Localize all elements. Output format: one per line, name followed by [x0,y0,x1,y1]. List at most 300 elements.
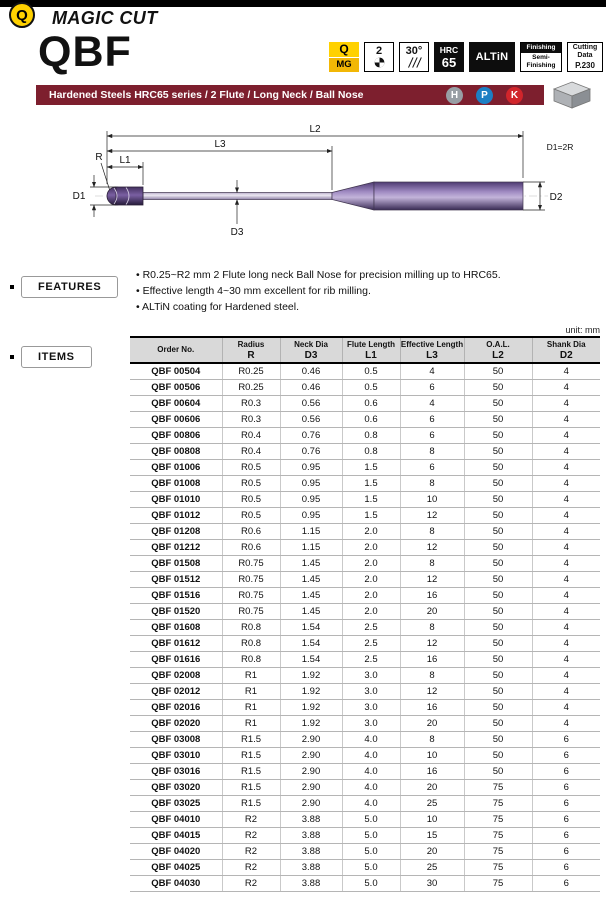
col-shank-dia: Shank Dia D2 [532,337,600,363]
iso-code-circle [506,87,523,104]
spec-badges [329,42,603,72]
cell-effective-length: 10 [400,491,464,507]
cell-oal: 50 [464,395,532,411]
cell-flute-length: 1.5 [342,459,400,475]
cell-shank-dia: 4 [532,699,600,715]
cell-shank-dia: 6 [532,779,600,795]
cell-oal: 50 [464,555,532,571]
table-row [130,635,600,651]
iso-material-codes [446,87,523,104]
badge-coating [469,42,515,72]
cell-flute-length: 2.0 [342,571,400,587]
table-row [130,651,600,667]
cell-oal: 50 [464,699,532,715]
cell-neck-dia: 0.46 [280,363,342,379]
cell-oal: 50 [464,491,532,507]
table-header-row [130,337,600,363]
cell-oal: 50 [464,427,532,443]
cell-shank-dia: 4 [532,459,600,475]
cell-radius: R1 [222,715,280,731]
tool-diagram [0,112,606,264]
cell-effective-length: 20 [400,603,464,619]
cell-flute-length: 3.0 [342,715,400,731]
cell-order-no: QBF 01612 [130,635,222,651]
cell-neck-dia: 0.56 [280,395,342,411]
cell-oal: 50 [464,443,532,459]
iso-code-circle [446,87,463,104]
cell-radius: R1.5 [222,731,280,747]
cell-flute-length: 4.0 [342,747,400,763]
cell-neck-dia: 1.92 [280,667,342,683]
cell-oal: 75 [464,843,532,859]
cell-neck-dia: 0.76 [280,443,342,459]
series-bar-label: Hardened Steels HRC65 series / 2 Flute / Long Neck / Ball Nose [49,89,364,101]
cell-effective-length: 12 [400,635,464,651]
cell-oal: 75 [464,875,532,891]
dim-label-l2: L2 [309,124,321,135]
cell-oal: 50 [464,475,532,491]
dim-label-r: R [95,152,103,163]
cell-neck-dia: 0.95 [280,475,342,491]
cell-shank-dia: 4 [532,443,600,459]
cell-shank-dia: 6 [532,827,600,843]
finishing-bottom-line2: Finishing [526,62,556,69]
cell-order-no: QBF 01208 [130,523,222,539]
iso-code-letter: K [510,90,519,101]
cell-order-no: QBF 02020 [130,715,222,731]
cell-radius: R2 [222,843,280,859]
cell-neck-dia: 0.76 [280,427,342,443]
cell-radius: R0.5 [222,459,280,475]
cell-shank-dia: 4 [532,555,600,571]
cell-radius: R0.75 [222,587,280,603]
col-effective-length: Effective Length L3 [400,337,464,363]
cell-neck-dia: 1.54 [280,619,342,635]
cell-radius: R0.8 [222,635,280,651]
cell-neck-dia: 3.88 [280,843,342,859]
table-row [130,379,600,395]
table-row [130,683,600,699]
cell-flute-length: 0.5 [342,363,400,379]
cell-order-no: QBF 04015 [130,827,222,843]
cell-radius: R1.5 [222,747,280,763]
table-row [130,459,600,475]
cell-effective-length: 8 [400,731,464,747]
cell-shank-dia: 6 [532,843,600,859]
items-title: ITEMS [21,346,92,368]
cell-order-no: QBF 01012 [130,507,222,523]
cell-neck-dia: 0.95 [280,507,342,523]
cell-flute-length: 2.5 [342,635,400,651]
cell-radius: R0.8 [222,619,280,635]
cell-oal: 50 [464,747,532,763]
cell-radius: R0.6 [222,523,280,539]
cell-shank-dia: 4 [532,395,600,411]
table-row [130,731,600,747]
cell-oal: 50 [464,619,532,635]
feature-text: ALTiN coating for Hardened steel. [142,301,300,313]
badge-hardness [434,42,464,72]
cell-flute-length: 2.0 [342,539,400,555]
cell-order-no: QBF 03016 [130,763,222,779]
cell-effective-length: 20 [400,779,464,795]
cell-radius: R1.5 [222,795,280,811]
cell-flute-length: 5.0 [342,843,400,859]
cell-neck-dia: 2.90 [280,731,342,747]
cell-order-no: QBF 00504 [130,363,222,379]
finishing-top: Finishing [521,43,561,53]
cell-radius: R0.75 [222,571,280,587]
cell-shank-dia: 4 [532,587,600,603]
cell-neck-dia: 2.90 [280,763,342,779]
cell-order-no: QBF 03025 [130,795,222,811]
cell-flute-length: 4.0 [342,731,400,747]
cell-oal: 50 [464,379,532,395]
table-row [130,491,600,507]
cell-oal: 50 [464,411,532,427]
badge-helix-angle [399,42,429,72]
cell-shank-dia: 4 [532,539,600,555]
cell-flute-length: 0.6 [342,411,400,427]
badge-finishing [520,42,562,72]
cell-neck-dia: 3.88 [280,859,342,875]
table-row [130,699,600,715]
cell-neck-dia: 1.45 [280,571,342,587]
hardness-scale: HRC [439,45,459,55]
cell-flute-length: 0.5 [342,379,400,395]
cell-effective-length: 4 [400,363,464,379]
cell-shank-dia: 4 [532,603,600,619]
iso-code-letter: H [450,90,459,101]
dim-label-d3: D3 [230,227,244,238]
cell-flute-length: 2.0 [342,603,400,619]
cell-shank-dia: 4 [532,683,600,699]
cell-effective-length: 8 [400,667,464,683]
cell-radius: R2 [222,827,280,843]
cell-order-no: QBF 04010 [130,811,222,827]
cell-order-no: QBF 00806 [130,427,222,443]
cell-oal: 50 [464,667,532,683]
cell-order-no: QBF 01616 [130,651,222,667]
cell-shank-dia: 4 [532,635,600,651]
cell-neck-dia: 0.95 [280,459,342,475]
cell-order-no: QBF 01006 [130,459,222,475]
cell-oal: 50 [464,635,532,651]
cell-flute-length: 2.0 [342,555,400,571]
cell-order-no: QBF 01520 [130,603,222,619]
cell-radius: R0.25 [222,379,280,395]
finishing-bottom [521,53,561,71]
table-row [130,395,600,411]
cell-radius: R0.3 [222,395,280,411]
brand-title: MAGIC CUT [52,8,158,28]
cell-flute-length: 2.5 [342,619,400,635]
table-row [130,555,600,571]
table-row [130,539,600,555]
cell-radius: R1.5 [222,763,280,779]
cell-order-no: QBF 01008 [130,475,222,491]
feature-item [136,283,598,299]
cell-effective-length: 12 [400,507,464,523]
dim-label-d2: D2 [549,192,563,203]
cell-shank-dia: 4 [532,475,600,491]
cell-oal: 50 [464,507,532,523]
cell-effective-length: 12 [400,683,464,699]
cell-effective-length: 15 [400,827,464,843]
cell-flute-length: 3.0 [342,683,400,699]
table-row [130,363,600,379]
cell-neck-dia: 3.88 [280,827,342,843]
items-table [130,336,600,892]
steel-block-icon [552,81,592,109]
cell-radius: R0.5 [222,475,280,491]
cell-neck-dia: 1.15 [280,523,342,539]
cell-shank-dia: 4 [532,619,600,635]
iso-code-letter: P [481,90,488,101]
tool-drawing [107,182,523,210]
cell-effective-length: 6 [400,427,464,443]
cell-effective-length: 10 [400,811,464,827]
col-flute-length: Flute Length L1 [342,337,400,363]
cell-radius: R0.3 [222,411,280,427]
cell-oal: 50 [464,587,532,603]
cell-order-no: QBF 00506 [130,379,222,395]
cell-effective-length: 12 [400,571,464,587]
cell-radius: R0.8 [222,651,280,667]
table-row [130,795,600,811]
cell-flute-length: 3.0 [342,699,400,715]
table-row [130,747,600,763]
cell-neck-dia: 2.90 [280,779,342,795]
cell-shank-dia: 6 [532,859,600,875]
table-row [130,427,600,443]
cell-effective-length: 16 [400,699,464,715]
table-row [130,523,600,539]
cell-radius: R2 [222,875,280,891]
cell-flute-length: 1.5 [342,475,400,491]
cutting-data-line2: Data [577,52,593,59]
iso-code-circle [476,87,493,104]
cell-oal: 50 [464,571,532,587]
cell-neck-dia: 1.54 [280,651,342,667]
cell-radius: R1 [222,667,280,683]
cell-radius: R0.5 [222,491,280,507]
badge-material-group [329,42,359,72]
cell-neck-dia: 0.56 [280,411,342,427]
cell-oal: 75 [464,827,532,843]
cell-shank-dia: 6 [532,795,600,811]
cell-radius: R2 [222,811,280,827]
table-row [130,507,600,523]
cell-oal: 50 [464,731,532,747]
cell-neck-dia: 3.88 [280,875,342,891]
cell-effective-length: 8 [400,523,464,539]
badge-material-bottom: MG [329,58,359,73]
table-row [130,603,600,619]
cell-oal: 50 [464,363,532,379]
cell-shank-dia: 4 [532,523,600,539]
brand-logo [9,2,35,28]
features-section-label [10,276,118,298]
cell-flute-length: 4.0 [342,795,400,811]
feature-text: Effective length 4~30 mm excellent for rib milling. [142,285,371,297]
cell-oal: 75 [464,811,532,827]
features-title: FEATURES [21,276,118,298]
cell-neck-dia: 3.88 [280,811,342,827]
badge-flute-count [364,42,394,72]
dimension-labels [73,124,574,238]
cell-order-no: QBF 00808 [130,443,222,459]
cell-oal: 50 [464,603,532,619]
table-row [130,411,600,427]
cell-order-no: QBF 02008 [130,667,222,683]
table-row [130,827,600,843]
cell-order-no: QBF 01608 [130,619,222,635]
cell-oal: 50 [464,523,532,539]
coating-name: ALTiN [475,51,509,63]
cell-oal: 50 [464,539,532,555]
cell-radius: R0.5 [222,507,280,523]
cell-radius: R0.4 [222,443,280,459]
cell-order-no: QBF 03010 [130,747,222,763]
cell-neck-dia: 2.90 [280,795,342,811]
col-radius: Radius R [222,337,280,363]
table-row [130,859,600,875]
cell-effective-length: 6 [400,411,464,427]
cell-radius: R0.75 [222,555,280,571]
cell-neck-dia: 1.15 [280,539,342,555]
cell-neck-dia: 1.92 [280,715,342,731]
table-row [130,619,600,635]
table-row [130,443,600,459]
cell-neck-dia: 0.95 [280,491,342,507]
cell-order-no: QBF 01010 [130,491,222,507]
cell-order-no: QBF 01512 [130,571,222,587]
cell-flute-length: 4.0 [342,763,400,779]
dim-label-l1: L1 [119,155,131,166]
cell-shank-dia: 4 [532,571,600,587]
cell-order-no: QBF 02012 [130,683,222,699]
cell-effective-length: 20 [400,715,464,731]
cell-flute-length: 1.5 [342,491,400,507]
flute-cross-section-icon [373,57,386,68]
cell-effective-length: 6 [400,379,464,395]
flute-count-value: 2 [375,45,383,57]
dim-label-l3: L3 [214,139,226,150]
cell-radius: R1.5 [222,779,280,795]
cell-oal: 50 [464,715,532,731]
cell-radius: R1 [222,683,280,699]
table-row [130,475,600,491]
items-section-label [10,346,92,368]
cell-oal: 50 [464,651,532,667]
cell-radius: R0.4 [222,427,280,443]
feature-item [136,299,598,315]
cell-order-no: QBF 03020 [130,779,222,795]
table-row [130,587,600,603]
helix-angle-value: 30° [405,45,423,57]
hardness-value: 65 [441,55,457,70]
cell-shank-dia: 6 [532,731,600,747]
cell-neck-dia: 0.46 [280,379,342,395]
col-order-no: Order No. [130,337,222,363]
dim-note-d1-2r: D1=2R [546,142,574,152]
cell-effective-length: 4 [400,395,464,411]
bullet-dot [10,355,14,359]
cell-order-no: QBF 01516 [130,587,222,603]
cell-oal: 75 [464,779,532,795]
cell-effective-length: 16 [400,763,464,779]
cell-effective-length: 20 [400,843,464,859]
cell-radius: R1 [222,699,280,715]
table-row [130,715,600,731]
cell-flute-length: 0.8 [342,427,400,443]
cell-order-no: QBF 01212 [130,539,222,555]
cell-effective-length: 8 [400,443,464,459]
cell-effective-length: 25 [400,859,464,875]
cell-flute-length: 2.0 [342,523,400,539]
cell-oal: 75 [464,795,532,811]
cell-effective-length: 8 [400,475,464,491]
cell-radius: R2 [222,859,280,875]
unit-note: unit: mm [565,325,600,335]
cell-shank-dia: 4 [532,651,600,667]
features-list [136,267,598,315]
cell-order-no: QBF 00606 [130,411,222,427]
cell-shank-dia: 4 [532,491,600,507]
cell-effective-length: 30 [400,875,464,891]
helix-angle-icon [406,57,422,68]
cell-neck-dia: 1.92 [280,699,342,715]
cell-order-no: QBF 04020 [130,843,222,859]
cell-radius: R0.75 [222,603,280,619]
cell-order-no: QBF 04025 [130,859,222,875]
cell-shank-dia: 4 [532,379,600,395]
cell-flute-length: 0.6 [342,395,400,411]
cell-shank-dia: 4 [532,667,600,683]
table-row [130,779,600,795]
cell-neck-dia: 1.92 [280,683,342,699]
cutting-data-page-ref: P.230 [575,60,595,70]
table-row [130,875,600,891]
bullet-dot [10,285,14,289]
cell-shank-dia: 6 [532,747,600,763]
cell-order-no: QBF 04030 [130,875,222,891]
cell-shank-dia: 6 [532,811,600,827]
table-row [130,763,600,779]
cell-effective-length: 10 [400,747,464,763]
cell-effective-length: 8 [400,555,464,571]
cell-neck-dia: 1.54 [280,635,342,651]
cell-effective-length: 12 [400,539,464,555]
cell-shank-dia: 4 [532,715,600,731]
cell-effective-length: 25 [400,795,464,811]
cell-effective-length: 16 [400,651,464,667]
cell-order-no: QBF 02016 [130,699,222,715]
col-oal: O.A.L. L2 [464,337,532,363]
top-black-bar [0,0,606,7]
cell-flute-length: 4.0 [342,779,400,795]
cell-flute-length: 5.0 [342,827,400,843]
cell-shank-dia: 4 [532,363,600,379]
cell-neck-dia: 2.90 [280,747,342,763]
cell-flute-length: 0.8 [342,443,400,459]
cell-shank-dia: 4 [532,507,600,523]
table-row [130,667,600,683]
cell-radius: R0.6 [222,539,280,555]
cell-shank-dia: 6 [532,875,600,891]
cell-neck-dia: 1.45 [280,603,342,619]
